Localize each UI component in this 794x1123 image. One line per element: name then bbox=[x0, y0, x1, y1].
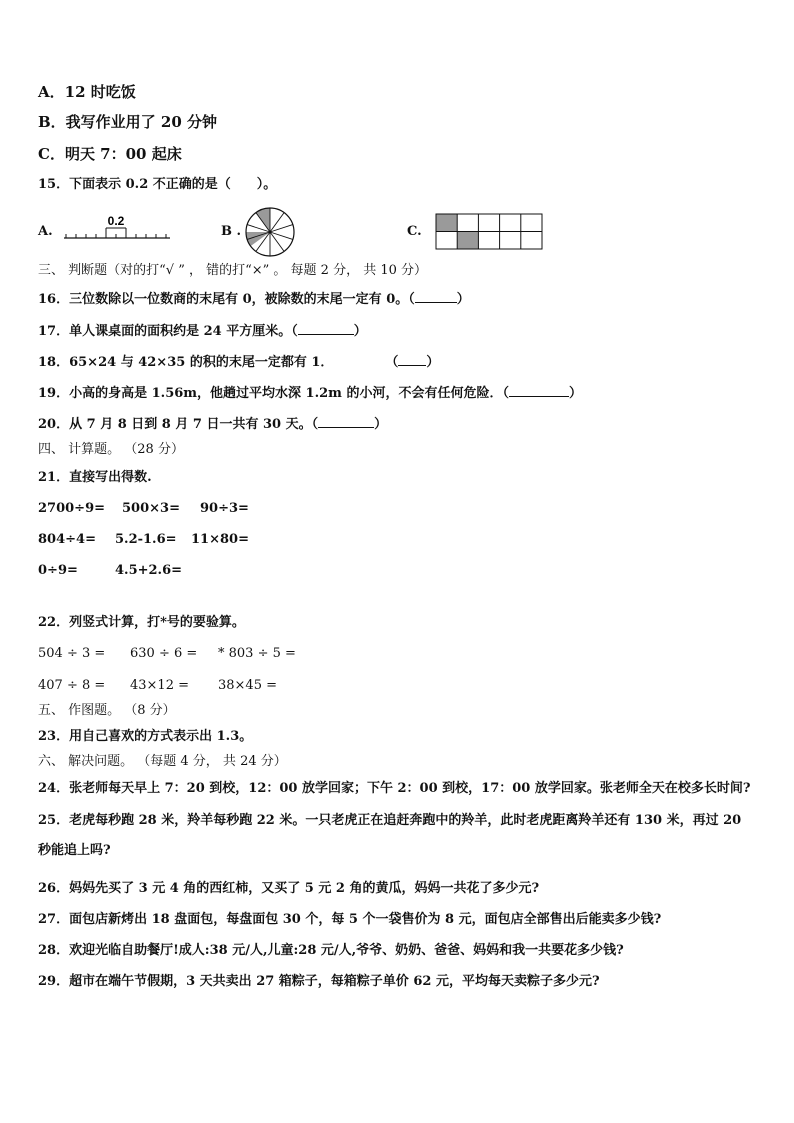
vertical-calc-item: 43×12 = bbox=[130, 678, 190, 693]
question-21-stem: 21．直接写出得数. bbox=[38, 470, 152, 485]
vertical-calc-item: 38×45 = bbox=[218, 678, 278, 693]
ruler-label: 0.2 bbox=[107, 214, 125, 228]
question-28: 28．欢迎光临自助餐厅!成人:38 元/人,儿童:28 元/人,爷爷、奶奶、爸爸、妈妈和我一共要花多少钱? bbox=[38, 943, 624, 958]
question-29: 29．超市在端午节假期，3 天共卖出 27 箱粽子，每箱粽子单价 62 元，平均每天卖粽子多少元? bbox=[38, 974, 600, 989]
question-16: 16．三位数除以一位数商的末尾有 0，被除数的末尾一定有 0。（ ） bbox=[38, 292, 470, 307]
vertical-calc-item: 504 ÷ 3 = bbox=[38, 646, 106, 661]
question-23: 23．用自己喜欢的方式表示出 1.3。 bbox=[38, 729, 253, 744]
q15-option-c-label: C. bbox=[407, 224, 422, 239]
calc-item: 804÷4= bbox=[38, 532, 96, 547]
question-18: 18．65×24 与 42×35 的积的末尾一定都有 1． （ ） bbox=[38, 355, 440, 370]
circle-figure bbox=[244, 206, 296, 258]
calc-item: 5.2-1.6= bbox=[115, 532, 177, 547]
option-a: A．12 时吃饭 bbox=[38, 83, 136, 101]
question-24: 24．张老师每天早上 7：20 到校，12：00 放学回家；下午 2：00 到校，17：00 放学回家。张老师全天在校多长时间? bbox=[38, 781, 751, 796]
question-17: 17．单人课桌面的面积约是 24 平方厘米。（ ） bbox=[38, 324, 367, 339]
section-3-title: 三、 判断题（对的打“√ ” ， 错的打“×” 。 每题 2 分， 共 10 分） bbox=[38, 263, 428, 278]
answer-blank-17[interactable] bbox=[298, 322, 354, 335]
calc-item: 0÷9= bbox=[38, 563, 78, 578]
section-5-title: 五、 作图题。 （8 分） bbox=[38, 703, 176, 718]
question-22-stem: 22．列竖式计算，打*号的要验算。 bbox=[38, 615, 245, 630]
answer-blank-18[interactable] bbox=[398, 353, 426, 366]
q15-option-a-label: A. bbox=[38, 224, 53, 239]
calc-item: 2700÷9= bbox=[38, 501, 106, 516]
answer-blank-16[interactable] bbox=[415, 290, 457, 303]
grid-figure bbox=[435, 213, 545, 251]
section-6-title: 六、 解决问题。 （每题 4 分， 共 24 分） bbox=[38, 754, 287, 769]
option-b: B．我写作业用了 20 分钟 bbox=[38, 113, 217, 131]
calc-item: 11×80= bbox=[191, 532, 249, 547]
calc-item: 500×3= bbox=[122, 501, 180, 516]
option-c: C．明天 7：00 起床 bbox=[38, 145, 182, 163]
question-25-line1: 25．老虎每秒跑 28 米，羚羊每秒跑 22 米。一只老虎正在追赶奔跑中的羚羊，此时老虎距离羚羊还有 130 米，再过 20 bbox=[38, 813, 742, 828]
calc-item: 4.5+2.6= bbox=[115, 563, 183, 578]
question-27: 27．面包店新烤出 18 盘面包，每盘面包 30 个，每 5 个一袋售价为 8 元，面包店全部售出后能卖多少钱? bbox=[38, 912, 662, 927]
vertical-calc-item: 630 ÷ 6 = bbox=[130, 646, 198, 661]
answer-blank-19[interactable] bbox=[509, 384, 569, 397]
question-25-line2: 秒能追上吗? bbox=[38, 843, 111, 858]
question-15-stem: 15．下面表示 0.2 不正确的是（ ）。 bbox=[38, 177, 277, 192]
section-4-title: 四、 计算题。 （28 分） bbox=[38, 442, 184, 457]
vertical-calc-item: 407 ÷ 8 = bbox=[38, 678, 106, 693]
answer-blank-20[interactable] bbox=[318, 415, 374, 428]
q15-option-b-label: B . bbox=[221, 224, 242, 239]
question-26: 26．妈妈先买了 3 元 4 角的西红柿，又买了 5 元 2 角的黄瓜，妈妈一共花了多少元? bbox=[38, 881, 540, 896]
ruler-figure bbox=[62, 212, 174, 242]
vertical-calc-item: * 803 ÷ 5 = bbox=[218, 646, 296, 661]
calc-item: 90÷3= bbox=[200, 501, 249, 516]
question-19: 19．小高的身高是 1.56m，他趟过平均水深 1.2m 的小河，不会有任何危险．（ ） bbox=[38, 386, 582, 401]
question-20: 20．从 7 月 8 日到 8 月 7 日一共有 30 天。（ ） bbox=[38, 417, 388, 432]
